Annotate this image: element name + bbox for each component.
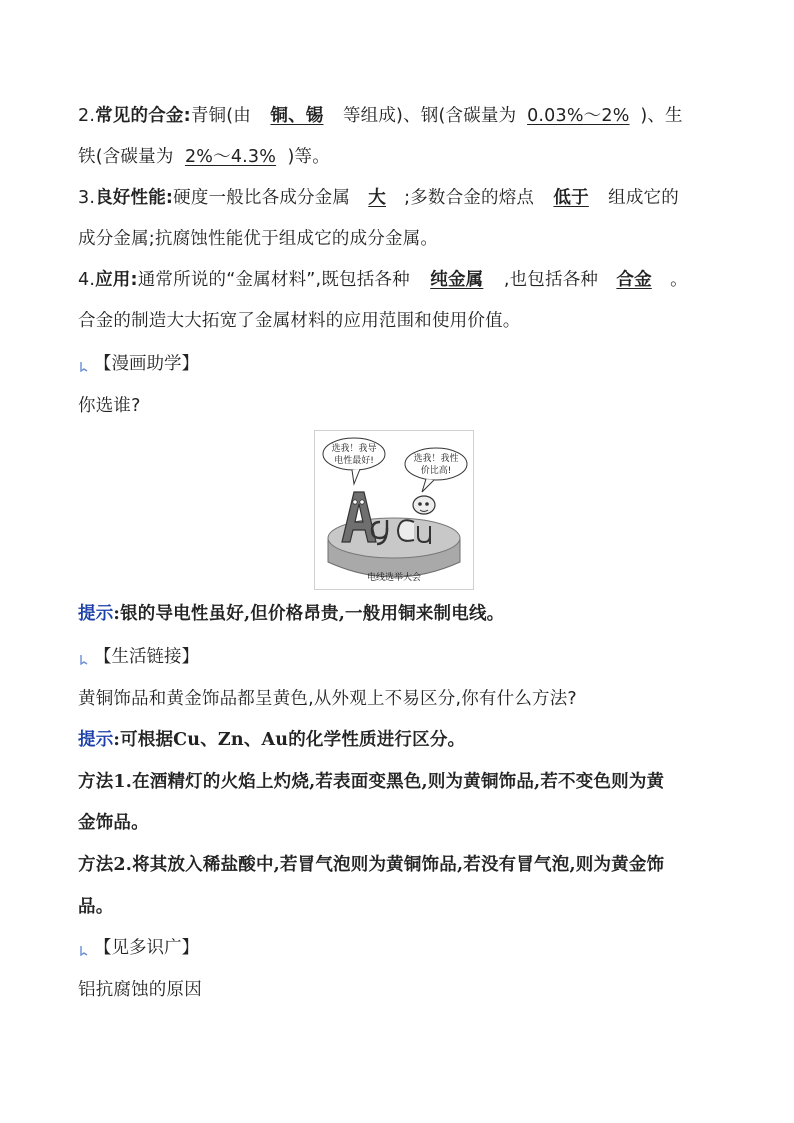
item3-heading: 良好性能 <box>95 188 166 208</box>
item3-text-3: 组成它的 <box>608 188 679 208</box>
comic-question <box>78 394 728 418</box>
item4-number: 4. <box>78 270 96 290</box>
knowledge-title: 铝抗腐蚀的原因 <box>78 980 202 1000</box>
item2-line2 <box>78 145 728 169</box>
item2-text-5: )等。 <box>287 147 330 167</box>
section-knowledge-heading <box>78 936 199 960</box>
item4-text-4: 合金的制造大大拓宽了金属材料的应用范围和使用价值。 <box>78 311 521 331</box>
method2-line2 <box>78 895 728 919</box>
item2-line1 <box>78 104 728 128</box>
bookmark-icon <box>78 941 90 955</box>
hint-text: :可根据Cu、Zn、Au的化学性质进行区分。 <box>113 730 466 750</box>
item4-text-2: ,也包括各种 <box>503 270 599 290</box>
section-life-heading <box>78 645 199 669</box>
answer-blank: 铜、锡 <box>270 106 324 126</box>
comic-hint <box>78 602 728 626</box>
item2-number: 2. <box>78 106 96 126</box>
item2-text-4: 铁(含碳量为 <box>78 147 174 167</box>
item4-line1 <box>78 268 728 292</box>
section-comic-heading <box>78 352 199 376</box>
answer-blank: 0.03%～2% <box>527 106 630 126</box>
platform-label: 电线选举大会 <box>366 573 422 583</box>
item3-line2 <box>78 227 728 251</box>
bookmark-icon <box>78 650 90 664</box>
hint-label: 提示 <box>78 604 114 624</box>
answer-blank: 2%～4.3% <box>184 147 277 167</box>
section-life-title: 【生活链接】 <box>94 647 199 667</box>
answer-blank: 纯金属 <box>430 270 484 290</box>
method1-line1 <box>78 770 728 794</box>
method2-line1 <box>78 853 728 877</box>
bubble-left-line2: 电性最好! <box>334 456 374 466</box>
bookmark-icon <box>78 357 90 371</box>
bubble-left-line1: 选我！我导 <box>331 444 377 454</box>
section-knowledge-title: 【见多识广】 <box>94 938 199 958</box>
item3-text-2: ;多数合金的熔点 <box>404 188 535 208</box>
item2-text-3: )、生 <box>640 106 683 126</box>
method1-text-1: 方法1.在酒精灯的火焰上灼烧,若表面变黑色,则为黄铜饰品,若不变色则为黄 <box>78 772 665 792</box>
item3-text-1: 硬度一般比各成分金属 <box>173 188 351 208</box>
item2-text-1: 青铜(由 <box>190 106 251 126</box>
method2-text-1: 方法2.将其放入稀盐酸中,若冒气泡则为黄铜饰品,若没有冒气泡,则为黄金饰 <box>78 855 665 875</box>
answer-blank: 低于 <box>553 188 589 208</box>
item4-text-3: 。 <box>670 270 688 290</box>
hint-label: 提示 <box>78 730 114 750</box>
comic-question-text: 你选谁? <box>78 396 141 416</box>
method1-line2 <box>78 811 728 835</box>
item4-heading: 应用 <box>95 270 131 290</box>
bubble-right-line1: 选我！我性 <box>413 454 459 464</box>
method2-text-2: 品。 <box>78 897 114 917</box>
knowledge-title-line <box>78 978 728 1002</box>
item4-text-1: 通常所说的“金属材料”,既包括各种 <box>137 270 410 290</box>
item4-line2 <box>78 309 728 333</box>
bubble-right-line2: 价比高! <box>420 466 452 476</box>
life-hint <box>78 728 728 752</box>
item4-colon: : <box>130 270 138 290</box>
answer-blank: 合金 <box>616 270 652 290</box>
answer-blank: 大 <box>368 188 386 208</box>
life-question <box>78 687 728 711</box>
item3-colon: : <box>165 188 174 208</box>
item3-line1 <box>78 186 728 210</box>
item2-heading: 常见的合金 <box>95 106 184 126</box>
life-question-text: 黄铜饰品和黄金饰品都呈黄色,从外观上不易区分,你有什么方法? <box>78 689 577 709</box>
comic-illustration <box>314 430 474 590</box>
item3-number: 3. <box>78 188 96 208</box>
hint-text: :银的导电性虽好,但价格昂贵,一般用铜来制电线。 <box>113 604 505 624</box>
section-comic-title: 【漫画助学】 <box>94 354 199 374</box>
method1-text-2: 金饰品。 <box>78 813 149 833</box>
item2-text-2: 等组成)、钢(含碳量为 <box>342 106 517 126</box>
item2-colon: : <box>183 106 191 126</box>
item3-text-4: 成分金属;抗腐蚀性能优于组成它的成分金属。 <box>78 229 439 249</box>
